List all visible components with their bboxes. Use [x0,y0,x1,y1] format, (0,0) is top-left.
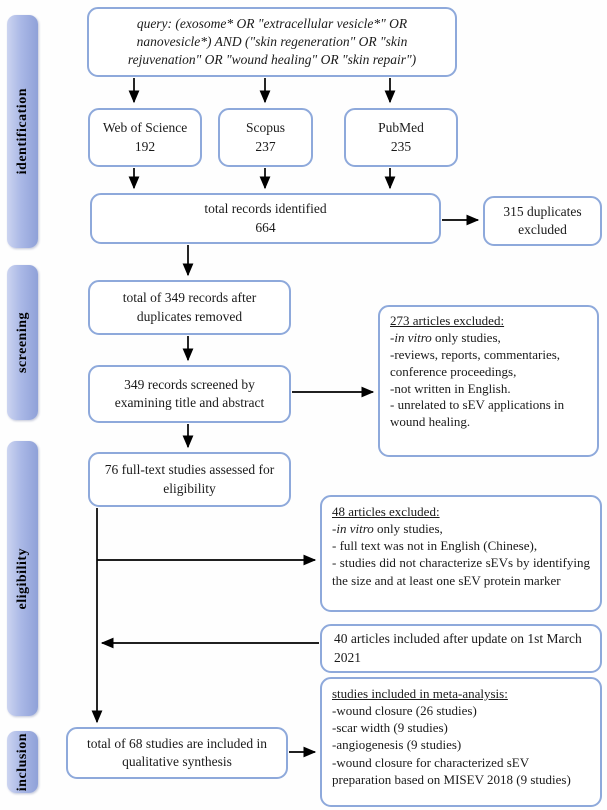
database-count: 237 [255,138,276,154]
list-item: -in vitro only studies, [332,521,443,537]
total-identified-box [90,193,441,244]
duplicates-excluded-box [483,196,602,246]
excluded-273-box [378,305,599,457]
after-duplicates-text: total of 349 records after duplicates removed [122,290,257,324]
excluded-48-items [332,520,590,589]
total-identified-label: total records identified [204,201,327,217]
database-box-scopus [218,108,313,167]
qualitative-synthesis-box [66,727,288,779]
excluded-273-title: 273 articles excluded: [390,313,505,328]
stage-label-screening: screening [14,311,30,373]
list-item: - studies did not characterize sEVs by identifying the size and at least one sEV protein marker [332,555,590,588]
database-name: Web of Science [102,120,188,136]
included-40-box [320,624,602,673]
database-count: 192 [134,138,156,154]
stage-bar-eligibility [7,441,38,716]
stage-bar-screening [7,265,38,420]
list-item: -in vitro only studies, [390,329,501,345]
list-item: -wound closure (26 studies) [332,703,477,719]
database-box-pubmed [344,108,458,167]
duplicates-excluded-text: 315 duplicates excluded [503,203,582,237]
stage-label-eligibility: eligibility [14,547,30,610]
meta-analysis-box [320,677,602,807]
list-item: -scar width (9 studies) [332,720,448,736]
records-screened-box [88,365,291,423]
meta-analysis-title: studies included in meta-analysis: [332,686,508,701]
excluded-273-items [390,330,587,431]
qualitative-synthesis-text: total of 68 studies are included in qualitative synthesis [87,735,267,769]
list-item: - unrelated to sEV applications in wound healing. [390,397,565,430]
database-name: Scopus [245,120,285,136]
included-40-text: 40 articles included after update on 1st March 2021 [334,631,582,665]
database-name: PubMed [378,120,424,136]
records-screened-text: 349 records screened by examining title and abstract [114,376,265,410]
excluded-48-box [320,495,602,612]
fulltext-assessed-text: 76 full-text studies assessed for eligibility [104,462,275,496]
list-item: -reviews, reports, commentaries, conference proceedings, [390,346,561,379]
stage-label-inclusion: inclusion [14,732,30,792]
stage-bar-identification [7,15,38,248]
excluded-48-title: 48 articles excluded: [332,504,440,519]
fulltext-assessed-box [88,452,291,507]
list-item: - full text was not in English (Chinese), [332,538,538,554]
list-item: -angiogenesis (9 studies) [332,737,462,753]
query-text: query: (exosome* OR "extracellular vesicle*" OR nanovesicle*) AND ("skin regeneration" OR "skin rejuvenation" OR "wound healing" OR "skin repair") [127,15,417,68]
meta-analysis-items [332,702,590,788]
stage-bar-inclusion [7,731,38,793]
database-box-web-of-science [88,108,202,167]
after-duplicates-box [88,280,291,335]
list-item: -not written in English. [390,380,511,396]
list-item: -wound closure for characterized sEV preparation based on MISEV 2018 (9 studies) [332,754,571,787]
stage-label-identification: identification [14,88,30,175]
query-box [87,7,457,77]
total-identified-count: 664 [255,219,276,235]
database-count: 235 [390,138,412,154]
